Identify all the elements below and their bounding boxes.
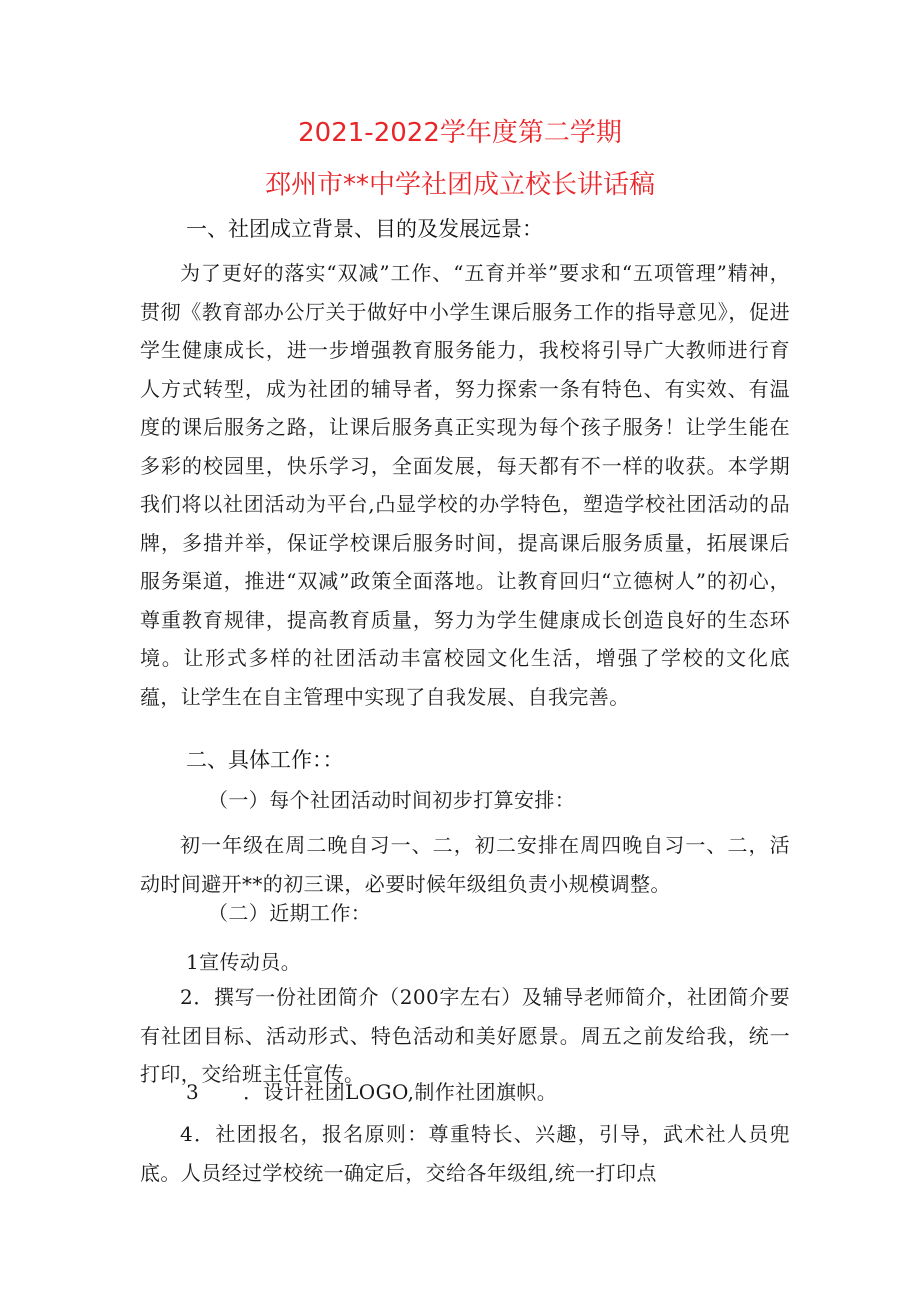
work-item-1: 1宣传动员。	[186, 950, 302, 974]
work-item-3-text: ．设计社团LOGO,制作社团旗帜。	[243, 1080, 558, 1104]
work-item-3	[186, 1077, 557, 1107]
subsection1-heading: （一）每个社团活动时间初步打算安排：	[208, 788, 576, 812]
subsection1-body: 初一年级在周二晚自习一、二，初二安排在周四晚自习一、二，活动时间避开**的初三课，必要时候年级组负责小规模调整。	[140, 833, 790, 896]
document-title-line1: 2021-2022学年度第二学期	[298, 118, 622, 148]
section2-heading: 二、具体工作：：	[186, 748, 344, 772]
subsection2-heading: （二）近期工作：	[208, 901, 372, 925]
section1-heading: 一、社团成立背景、目的及发展远景：	[186, 217, 543, 241]
work-item-4: 4．社团报名，报名原则：尊重特长、兴趣，引导，武术社人员兜底。人员经过学校统一确定后，交给各年级组,统一打印点	[140, 1122, 790, 1185]
work-item-3-number: 3	[186, 1080, 200, 1104]
document-title-line2: 邳州市**中学社团成立校长讲话稿	[264, 170, 655, 200]
section1-body: 为了更好的落实“双减”工作、“五育并举”要求和“五项管理”精神，贯彻《教育部办公厅关于做好中小学生课后服务工作的指导意见》，促进学生健康成长，进一步增强教育服务能力，我校将引导广大教师进行育人方式转型，成为社团的辅导者，努力探索一条有特色、有实效、有温度的课后服务之路，让课后服务真正实现为每个孩子服务！让学生能在多彩的校园里，快乐学习，全面发展，每天都有不一样的收获。本学期我们将以社团活动为平台,凸显学校的办学特色，塑造学校社团活动的品牌，多措并举，保证学校课后服务时间，提高课后服务质量，拓展课后服务渠道，推进“双减”政策全面落地。让教育回归“立德树人”的初心，尊重教育规律，提高教育质量，努力为学生健康成长创造良好的生态环境。让形式多样的社团活动丰富校园文化生活，增强了学校的文化底蕴，让学生在自主管理中实现了自我发展、自我完善。	[140, 261, 790, 709]
work-item-2: 2．撰写一份社团简介（200字左右）及辅导老师简介，社团简介要有社团目标、活动形式、特色活动和美好愿景。周五之前发给我，统一打印，交给班主任宣传。	[140, 985, 790, 1086]
